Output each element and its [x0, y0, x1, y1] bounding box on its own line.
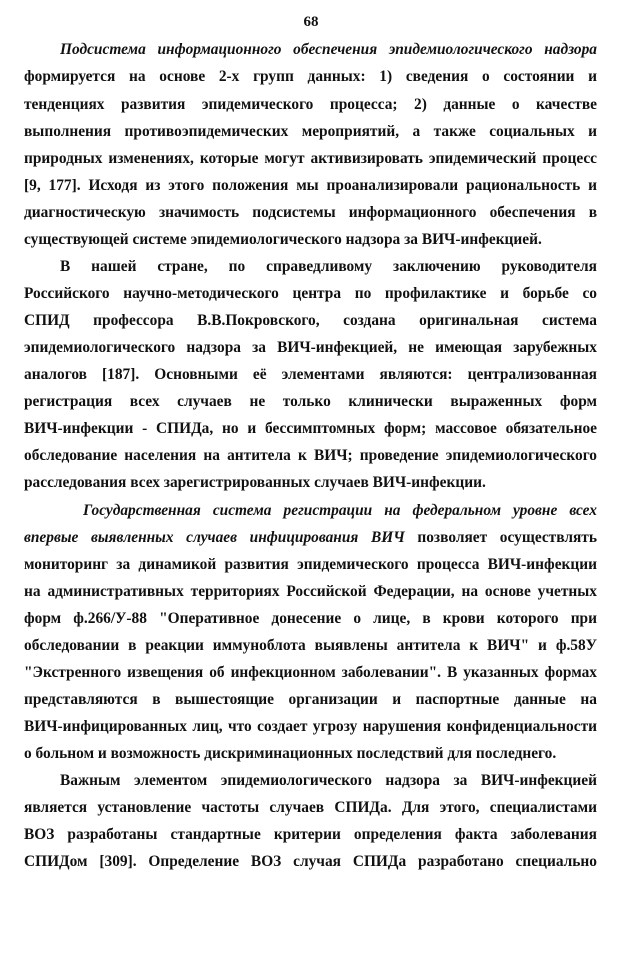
text-line: Важным элементом эпидемиологического надзора за ВИЧ-инфекцией — [60, 772, 597, 789]
text-line: "Экстренного извещения об инфекционном заболевании". В указанных формах — [24, 664, 597, 681]
text-line: [9, 177]. Исходя из этого положения мы проанализировали рациональность и — [24, 177, 597, 194]
italic-heading: впервые выявленных случаев инфицирования ВИЧ — [24, 529, 405, 546]
text-line — [60, 40, 597, 60]
text-line: СПИДом [309]. Определение ВОЗ случая СПИДа разработано специально — [24, 853, 597, 870]
text-line: расследования всех зарегистрированных случаев ВИЧ-инфекции. — [24, 474, 486, 491]
text-line: впервые выявленных случаев инфицирования ВИЧ позволяет осуществлять — [24, 529, 597, 546]
text-line: обследовании в реакции иммуноблота выявлены антитела к ВИЧ" и ф.58У — [24, 637, 597, 654]
text-line: регистрация всех случаев не только клинически выраженных форм — [24, 393, 597, 410]
italic-heading: Государственная система регистрации на федеральном уровне всех — [83, 502, 597, 519]
text-line: представляются в вышестоящие организации и паспортные данные на — [24, 691, 597, 708]
text-line: тенденциях развития эпидемического процесса; 2) данные о качестве — [24, 96, 597, 113]
text-line: СПИД профессора В.В.Покровского, создана оригинальная система — [24, 312, 597, 329]
text-line: В нашей стране, по справедливому заключению руководителя — [60, 258, 597, 275]
text-line: ВИЧ-инфицированных лиц, что создает угрозу нарушения конфиденциальности — [24, 718, 597, 735]
text-line — [83, 501, 597, 521]
italic-heading: Подсистема информационного обеспечения эпидемиологического надзора — [60, 41, 597, 58]
text-line: обследование населения на антитела к ВИЧ; проведение эпидемиологического — [24, 447, 597, 464]
text-line: формируется на основе 2-х групп данных: 1) сведения о состоянии и — [24, 68, 597, 85]
text-line: является установление частоты случаев СПИДа. Для этого, специалистами — [24, 799, 597, 816]
text-line: выполнения противоэпидемических мероприятий, а также социальных и — [24, 123, 597, 140]
text-line: о больном и возможность дискриминационных последствий для последнего. — [24, 745, 557, 762]
text-line: мониторинг за динамикой развития эпидемического процесса ВИЧ-инфекции — [24, 556, 597, 573]
text-line: диагностическую значимость подсистемы информационного обеспечения в — [24, 204, 597, 221]
text-line: эпидемиологического надзора за ВИЧ-инфекцией, не имеющая зарубежных — [24, 339, 597, 356]
text-line: форм ф.266/У-88 "Оперативное донесение о лице, в крови которого при — [24, 610, 597, 627]
text-line: Российского научно-методического центра по профилактике и борьбе со — [24, 285, 597, 302]
text-line: ВИЧ-инфекции - СПИДа, но и бессимптомных форм; массовое обязательное — [24, 420, 597, 437]
page-number: 68 — [303, 14, 319, 30]
text-line: существующей системе эпидемиологического надзора за ВИЧ-инфекцией. — [24, 231, 542, 248]
text-line: аналогов [187]. Основными её элементами являются: централизованная — [24, 366, 597, 383]
text-line: природных изменениях, которые могут активизировать эпидемический процесс — [24, 150, 597, 167]
text-line: на административных территориях Российской Федерации, на основе учетных — [24, 583, 597, 600]
text-line: ВОЗ разработаны стандартные критерии определения факта заболевания — [24, 826, 597, 843]
